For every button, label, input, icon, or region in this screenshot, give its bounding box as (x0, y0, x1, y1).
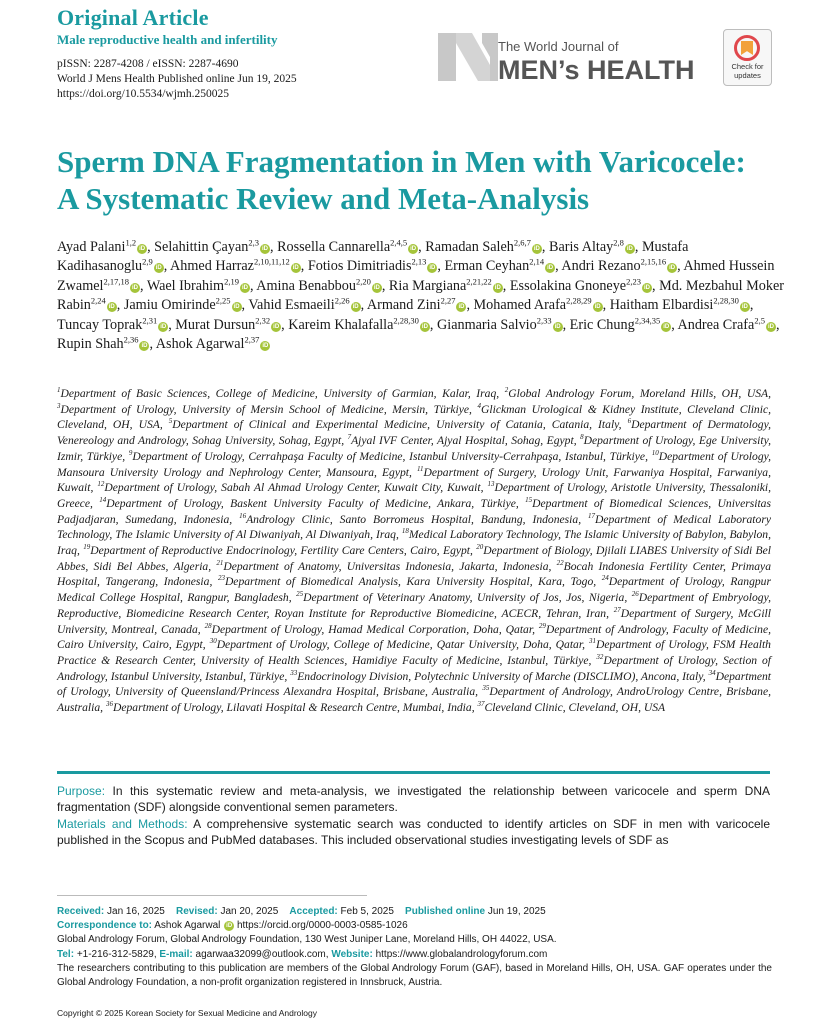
affiliation-number: 19 (83, 543, 91, 552)
affiliation-number: 14 (99, 496, 107, 505)
orcid-icon[interactable]: iD (352, 304, 359, 311)
author (425, 239, 542, 255)
tel-label: Tel: (57, 948, 75, 960)
author-affiliation-marks: 2,27 (440, 295, 456, 306)
affiliation-text: Department of Urology, Ege University, Izmir, Türkiye, (57, 434, 771, 463)
title-line2: A Systematic Review and Meta-Analysis (57, 181, 590, 216)
orcid-icon[interactable]: iD (155, 265, 162, 272)
address-line: Global Andrology Forum, Global Andrology Foundation, 130 West Juniper Lane, Moreland Hills, OH 44022, USA. (57, 934, 557, 946)
author (308, 258, 438, 274)
logo-line1: The World Journal of (498, 39, 619, 54)
affiliation-number: 37 (477, 700, 485, 709)
affiliation-number: 3 (57, 401, 61, 410)
author (175, 314, 281, 333)
affiliation-number: 36 (105, 700, 113, 709)
affiliation-number: 17 (588, 511, 596, 520)
author-name: Erman Ceyhan (444, 258, 530, 275)
author-name: Andri Rezano (561, 258, 641, 275)
author-name: Ayad Palani (57, 239, 126, 255)
affiliation-text: Medical Laboratory Technology, The Islamic University of Babylon, Babylon, Iraq, (57, 528, 772, 558)
author-name: Andrea Crafa (677, 316, 755, 333)
author-affiliation-marks: 2,34,35 (634, 314, 661, 325)
affiliations (57, 386, 771, 716)
affiliation-text: Department of Urology, Lilavati Hospital & Research Centre, Mumbai, India, (112, 701, 478, 715)
orcid-icon[interactable]: iD (741, 304, 748, 311)
affiliation-number: 15 (525, 496, 533, 505)
author-name: Tuncay Toprak (57, 316, 143, 333)
affiliation-number: 25 (296, 590, 304, 599)
author-name: Rupin Shah (57, 336, 124, 353)
title-line1: Sperm DNA Fragmentation in Men with Varicocele: (57, 144, 746, 179)
orcid-icon[interactable]: iD (594, 304, 601, 311)
author-name: Vahid Esmaeili (248, 297, 335, 314)
author-affiliation-marks: 2,25 (215, 295, 231, 306)
website-label: Website: (331, 948, 373, 960)
badge-line1: Check for (731, 62, 764, 71)
author-affiliation-marks: 2,17,18 (103, 276, 129, 287)
author-affiliation-marks: 2,21,22 (466, 276, 492, 287)
author (677, 314, 776, 333)
author (389, 278, 503, 294)
author-name: Haitham Elbardisi (609, 297, 714, 314)
affiliation-text: Department of Urology, Cerrahpaşa Faculty of Medicine, Istanbul University-Cerrahpaşa, Istanbul, Türkiye, (132, 449, 652, 463)
abstract-divider (57, 771, 770, 774)
author-affiliation-marks: 2,32 (255, 314, 271, 325)
orcid-icon[interactable]: iD (131, 284, 138, 291)
author (57, 314, 168, 333)
affiliation-text: Department of Urology, University of Mersin School of Medicine, Mersin, Türkiye, (60, 402, 478, 416)
orcid-icon[interactable]: iD (494, 284, 501, 291)
orcid-icon[interactable]: iD (533, 246, 540, 252)
author-name: Essolakina Gnoneye (509, 277, 627, 294)
affiliation-text: Department of Urology, Mansoura University Urology and Nephrology Center, Mansoura, Egypt, (57, 449, 772, 479)
author (367, 297, 467, 313)
orcid-icon[interactable]: iD (226, 923, 233, 930)
author-affiliation-marks: 2,3 (248, 237, 259, 248)
copyright: Copyright © 2025 Korean Society for Sexual Medicine and Andrology (57, 1008, 318, 1018)
author-affiliation-marks: 2,8 (613, 237, 624, 248)
dates-line (57, 905, 772, 919)
author-name: Md. Mezbahul Moker Rabin (57, 277, 784, 314)
author-name: Selahittin Çayan (154, 239, 249, 255)
orcid-icon[interactable]: iD (669, 265, 676, 272)
affiliation-number: 22 (556, 558, 564, 567)
orcid-icon[interactable]: iD (139, 246, 146, 252)
author-name: Mustafa Kadihasanoglu (57, 239, 689, 275)
affiliation-number: 6 (627, 417, 632, 426)
affiliation-text: Department of Basic Sciences, College of Medicine, University of Garmian, Kalar, Iraq, (60, 387, 505, 400)
author (248, 297, 360, 313)
purpose-label: Purpose: (57, 784, 106, 798)
author-affiliation-marks: 2,28,30 (713, 295, 739, 306)
affiliation-text: Global Andrology Forum, Moreland Hills, OH, USA, (508, 387, 771, 400)
affiliation-number: 21 (216, 558, 224, 567)
badge-line2: updates (734, 70, 761, 80)
author (549, 239, 635, 255)
affiliation-text: Department of Surgery, McGill University, Montreal, Canada, (57, 606, 772, 636)
affiliation-number: 13 (487, 480, 495, 489)
orcid-icon[interactable]: iD (458, 304, 465, 311)
affiliation-number: 16 (239, 511, 247, 520)
affiliation-number: 4 (477, 401, 482, 410)
affiliation-number: 30 (209, 637, 217, 646)
affiliation-text: Department of Biomedical Sciences, Universitas Padjadjaran, Sumedang, Indonesia, (57, 496, 771, 526)
author-affiliation-marks: 2,33 (536, 314, 552, 325)
author-name: Jamiu Omirinde (123, 297, 216, 314)
affiliation-text: Cleveland Clinic, Cleveland, OH, USA (484, 701, 666, 715)
author-name: Fotios Dimitriadis (307, 258, 412, 275)
affiliation-number: 1 (57, 386, 61, 395)
affiliation-text: Department of Reproductive Endocrinology, Fertility Care Centers, Cairo, Egypt, (90, 544, 477, 558)
author-affiliation-marks: 2,6,7 (513, 237, 531, 248)
affiliation-number: 24 (601, 574, 609, 583)
author-name: Kareim Khalafalla (288, 316, 394, 333)
affiliation-text: Glickman Urological & Kidney Institute, Cleveland Clinic, Cleveland, OH, USA, (57, 402, 771, 432)
author (147, 278, 250, 294)
affiliation-number: 32 (596, 653, 604, 662)
affiliation-number: 11 (416, 464, 424, 473)
abstract-purpose (57, 783, 770, 816)
affiliation-text: Department of Biology, Djilali LIABES University of Sidi Bel Abbes, Sidi Bel Abbes, Algeria, (57, 544, 771, 573)
author (57, 336, 149, 352)
orcid-icon[interactable]: iD (554, 323, 561, 330)
orcid-icon[interactable]: iD (241, 284, 248, 291)
received-date: Jan 16, 2025 (104, 906, 165, 917)
published-date: Jun 19, 2025 (485, 906, 546, 917)
author-affiliation-marks: 2,10,11,12 (253, 256, 290, 267)
author (569, 314, 672, 333)
orcid-icon[interactable]: iD (261, 246, 268, 252)
affiliation-number: 2 (504, 386, 509, 395)
issn-line: pISSN: 2287-4208 / eISSN: 2287-4690 (57, 58, 239, 70)
accepted-date: Feb 5, 2025 (337, 906, 394, 917)
orcid-icon[interactable]: iD (626, 246, 633, 252)
author (444, 258, 555, 274)
author-affiliation-marks: 2,13 (411, 256, 427, 267)
article-subject: Male reproductive health and infertility (57, 32, 278, 47)
affiliation-number: 18 (401, 527, 409, 536)
affiliation-number: 5 (168, 417, 173, 426)
author (170, 258, 301, 274)
email-value[interactable]: agarwaa32099@outlook.com, (192, 948, 332, 960)
author-affiliation-marks: 2,37 (244, 334, 260, 345)
author-affiliation-marks: 2,31 (142, 314, 158, 325)
affiliation-number: 33 (290, 668, 298, 677)
affiliation-number: 34 (708, 668, 716, 677)
affiliation-text: Department of Surgery, Urology Unit, Farwaniya Hospital, Farwaniya, Kuwait, (57, 465, 771, 495)
email-label: E-mail: (159, 948, 193, 960)
methods-text: A comprehensive systematic search was conducted to identify articles on SDF in men with varicocele published in the Scopus and PubMed databases. This included observational studies investigating levels of SDF as (57, 816, 770, 848)
logo-line2: MEN’s HEALTH (498, 55, 695, 83)
affiliation-text: Andrology Clinic, Santo Borromeus Hospital, Bandung, Indonesia, (246, 512, 589, 526)
orcid-icon[interactable]: iD (767, 323, 774, 330)
author-affiliation-marks: 2,20 (355, 276, 371, 287)
affiliation-text: Department of Embryology, Reproductive, Biomedicine Research Center, Royan Institute for Reproductive Biomedicine, ACECR, Tehran, Iran, (57, 591, 771, 620)
website-value[interactable]: https://www.globalandrologyforum.com (372, 948, 548, 960)
author-affiliation-marks: 2,24 (90, 295, 106, 306)
author (124, 297, 242, 313)
affiliation-number: 9 (128, 448, 133, 457)
author-affiliation-marks: 2,9 (142, 256, 153, 267)
orcid-icon[interactable]: iD (141, 343, 148, 350)
orcid-icon[interactable]: iD (373, 284, 380, 291)
author (277, 239, 418, 255)
published-label: Published online (405, 906, 486, 917)
affiliation-text: Endocrinology Division, Polytechnic University of Marche (DISCLIMO), Ancona, Italy, (297, 669, 709, 683)
orcid-icon[interactable]: iD (410, 246, 417, 252)
article-type: Original Article (57, 5, 209, 30)
tel-value: +1-216-312-5829, (74, 948, 160, 960)
affiliation-text: Department of Urology, FSM Health Practice & Research Center, University of Health Sciences, Hamidiye Faculty of Medicine, Istanbul, Türkiye, (57, 638, 771, 667)
orcid-icon[interactable]: iD (233, 304, 240, 311)
author (474, 297, 603, 313)
abstract-methods (57, 816, 770, 849)
author-affiliation-marks: 2,28,29 (566, 295, 592, 306)
author (256, 278, 382, 294)
affiliation-text: Bocah Indonesia Fertility Center, Primaya Hospital, Tangerang, Indonesia, (57, 559, 772, 589)
affiliation-number: 26 (631, 590, 639, 599)
affiliation-number: 27 (613, 605, 621, 614)
doi-link[interactable]: https://doi.org/10.5534/wjmh.250025 (57, 88, 229, 100)
author-name: Mohamed Arafa (473, 297, 567, 314)
author-name: Ria Margiana (388, 277, 467, 294)
orcid-icon[interactable]: iD (160, 323, 167, 330)
author-name: Eric Chung (569, 316, 635, 333)
author (561, 258, 677, 274)
author-name: Armand Zini (366, 297, 441, 314)
author-name: Amina Benabbou (256, 277, 356, 294)
author-name: Ashok Agarwal (155, 336, 245, 353)
methods-label: Materials and Methods: (57, 816, 188, 831)
author-affiliation-marks: 2,14 (529, 256, 545, 267)
correspondence-orcid[interactable]: https://orcid.org/0000-0003-0585-1026 (234, 920, 408, 932)
author-affiliation-marks: 2,23 (626, 276, 641, 287)
author-affiliation-marks: 2,15,16 (640, 256, 667, 267)
check-for-updates-badge[interactable] (723, 29, 772, 86)
affiliation-text: Department of Urology, Rangpur Medical College Hospital, Rangpur, Bangladesh, (57, 575, 771, 605)
journal-line: World J Mens Health Published online Jun 19, 2025 (57, 73, 297, 85)
affiliation-number: 35 (482, 684, 490, 693)
affiliation-number: 7 (347, 433, 352, 442)
affiliation-number: 31 (588, 637, 596, 646)
author (437, 314, 563, 333)
contact-line (57, 948, 772, 962)
orcid-icon[interactable]: iD (273, 323, 280, 330)
correspondence-name: Ashok Agarwal (152, 920, 221, 932)
affiliation-text: Department of Urology, College of Medicine, Qatar University, Doha, Qatar, (216, 638, 589, 652)
revised-label: Revised: (175, 906, 218, 917)
author-list: Ayad Palani$^{1,2}$iD , Selahittin Çayan$^{2,3}$iD , Rossella Cannarella$^{2,4,5}$iD , Ramadan Saleh$^{2,6,7}$iD , Baris Altay$^{2,8}$iD , Mustafa Kadihasanoglu$^{2,9}$iD , Ahmed Harraz$^{2,10,11,12}$iD , Fotios Dimitriadis$^{2,13}$iD , Erman Ceyhan$^{2,14}$iD , Andri Rezano$^{2,15,16}$iD , Ahmed Hussein Zwamel$^{2,17,18}$iD , Wael Ibrahim$^{2,19}$iD , Amina Benabbou$^{2,20}$iD , Ria Margiana$^{2,21,22}$iD , Essolakina Gnoneye$^{2,23}$iD , Md. Mezbahul Moker Rabin$^{2,24}$iD , Jamiu Omirinde$^{2,25}$iD , Vahid Esmaeili$^{2,26}$iD , Armand Zini$^{2,27}$iD , Mohamed Arafa$^{2,28,29}$iD , Haitham Elbardisi$^{2,28,30}$iD , Tuncay Toprak$^{2,31}$iD , Murat Dursun$^{2,32}$iD , Kareim Khalafalla$^{2,28,30}$iD , Gianmaria Salvio$^{2,33}$iD , Eric Chung$^{2,34,35}$iD , Andrea Crafa$^{2,5}$iD , Rupin Shah$^{2,36}$iD , Ashok Agarwal$^{2,37}$iD (57, 237, 784, 353)
author-affiliation-marks: 2,26 (334, 295, 350, 306)
affiliation-text: Department of Veterinary Anatomy, University of Jos, Jos, Nigeria, (303, 591, 632, 605)
affiliation-text: Department of Biomedical Analysis, Kara University Hospital, Kara, Togo, (224, 575, 602, 589)
author-affiliation-marks: 2,19 (224, 276, 239, 287)
author-name: Ahmed Hussein Zwamel (57, 258, 775, 294)
received-label: Received: (57, 906, 105, 917)
affiliation-number: 28 (204, 621, 212, 630)
affiliation-text: Department of Anatomy, Universitas Indonesia, Jakarta, Indonesia, (223, 559, 557, 573)
footnote-divider (57, 895, 367, 896)
orcid-icon[interactable]: iD (643, 284, 650, 291)
author (288, 314, 430, 333)
revised-date: Jan 20, 2025 (217, 906, 279, 917)
author-name: Ahmed Harraz (170, 258, 254, 275)
correspondence-line (57, 919, 772, 933)
author-name: Baris Altay (548, 239, 614, 255)
affiliation-number: 8 (580, 433, 584, 442)
affiliation-text: Department of Clinical and Experimental Medicine, University of Catania, Catania, Italy, (172, 418, 628, 432)
author-name: Gianmaria Salvio (437, 316, 537, 333)
author (154, 239, 270, 255)
author-name: Murat Dursun (175, 316, 256, 333)
orcid-icon[interactable]: iD (429, 265, 436, 272)
orcid-icon[interactable]: iD (663, 323, 670, 330)
affiliation-text: Department of Urology, Aristotle University, Thessaloniki, Greece, (57, 481, 771, 510)
orcid-icon[interactable]: iD (421, 323, 428, 330)
affiliation-text: Department of Dermatology, Venereology and Andrology, Sohag University, Sohag, Egypt, (57, 418, 771, 448)
affiliation-number: 29 (538, 621, 546, 630)
author (510, 278, 652, 294)
correspondence-label: Correspondence to: (57, 920, 153, 932)
affiliation-text: Department of Urology, Section of Andrology, Istanbul University, Istanbul, Türkiye, (57, 653, 771, 683)
affiliation-text: Department of Urology, Sabah Al Ahmad Urology Center, Kuwait City, Kuwait, (104, 481, 488, 495)
author (57, 239, 147, 255)
author-affiliation-marks: 1,2 (125, 237, 137, 248)
author-name: Ramadan Saleh (425, 239, 514, 255)
affiliation-text: Department of Andrology, AndroUrology Centre, Brisbane, Australia, (57, 685, 771, 715)
affiliation-text: Department of Urology, University of Queensland/Princess Alexandra Hospital, Brisbane, Australia, (57, 669, 771, 699)
journal-logo (438, 31, 716, 83)
author (156, 336, 271, 352)
affiliation-text: Ajyal IVF Center, Ajyal Hospital, Sohag, Egypt, (351, 434, 581, 448)
affiliation-text: Department of Medical Laboratory Technology, The Islamic University of Al Diwaniyah, Al Diwaniyah, Iraq, (57, 512, 771, 542)
orcid-icon[interactable]: iD (292, 265, 299, 272)
purpose-text: In this systematic review and meta-analysis, we investigated the relationship between varicocele and sperm DNA fragmentation (SDF) alongside conventional semen parameters. (57, 784, 770, 815)
footnotes (57, 905, 772, 990)
affiliation-text: Department of Andrology, Faculty of Medicine, Cairo University, Cairo, Egypt, (57, 622, 771, 652)
author-affiliation-marks: 2,36 (123, 334, 139, 345)
accepted-label: Accepted: (289, 906, 338, 917)
author-affiliation-marks: 2,28,30 (393, 314, 419, 325)
author-name: Rossella Cannarella (277, 239, 391, 255)
orcid-icon[interactable]: iD (547, 265, 554, 272)
orcid-icon[interactable]: iD (108, 304, 115, 311)
affiliation-text: Department of Urology, Hamad Medical Corporation, Doha, Qatar, (211, 622, 539, 636)
affiliation-number: 10 (651, 448, 659, 457)
orcid-icon[interactable]: iD (262, 343, 269, 350)
gaf-note: The researchers contributing to this publication are members of the Global Andrology Forum (GAF), based in Moreland Hills, OH, USA. GAF operates under the Global Andrology Foundation, a non-profit organization registered in Innsbruck, Austria. (57, 962, 772, 989)
abstract (57, 783, 770, 849)
affiliation-number: 20 (476, 543, 484, 552)
author-affiliation-marks: 2,4,5 (390, 237, 408, 248)
affiliation-number: 12 (97, 480, 105, 489)
affiliation-text: Department of Urology, Baskent University Faculty of Medicine, Ankara, Türkiye, (106, 496, 526, 510)
affiliation-number: 23 (217, 574, 225, 583)
author (610, 297, 750, 313)
article-title (57, 143, 787, 217)
author-name: Wael Ibrahim (146, 277, 225, 294)
author-affiliation-marks: 2,5 (754, 314, 765, 325)
